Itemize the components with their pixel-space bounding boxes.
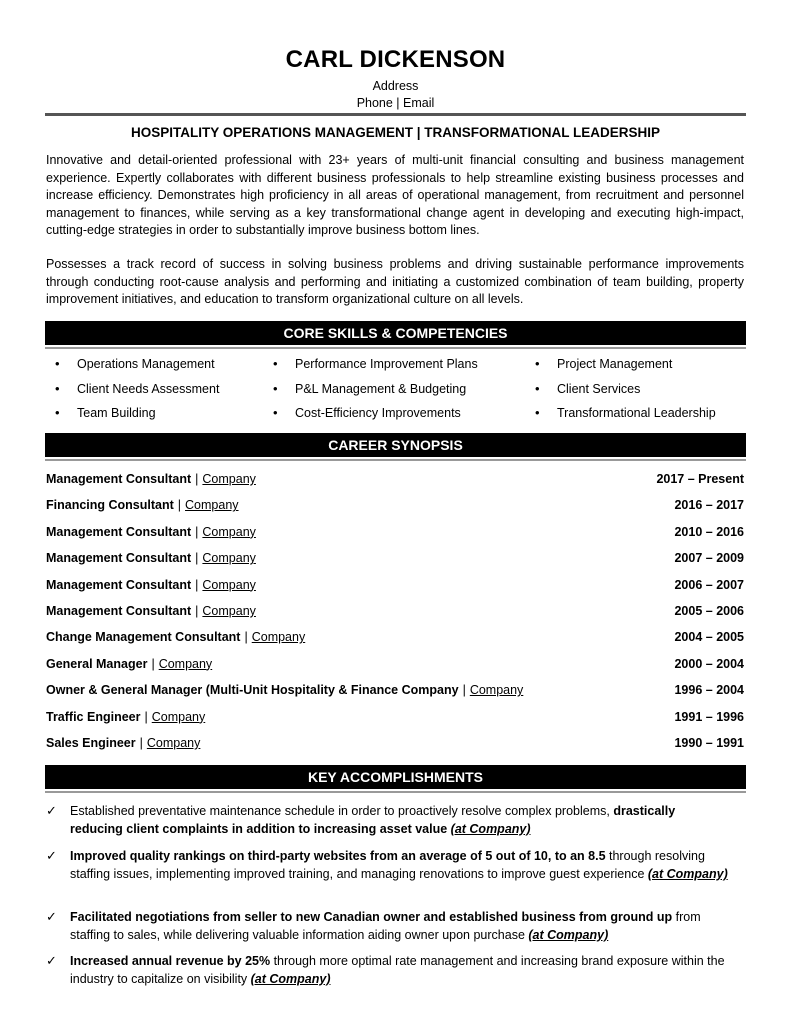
skill-label: Team Building (77, 406, 156, 420)
skills-list (0, 356, 791, 428)
bullet-icon: • (535, 356, 540, 371)
bullet-icon: • (535, 381, 540, 396)
job-dates: 2004 – 2005 (674, 630, 744, 645)
separator: | (177, 498, 182, 513)
skill-label: Cost-Efficiency Improvements (295, 406, 461, 420)
skill-label: Client Needs Assessment (77, 382, 220, 396)
separator: | (195, 604, 199, 618)
separator: | (195, 524, 199, 539)
job-title: General Manager (46, 656, 148, 671)
bullet-icon: • (273, 405, 278, 420)
career-row (46, 630, 744, 648)
skill-label: Project Management (557, 357, 673, 371)
accomplishment-detail: through more optimal rate management and increasing brand exposure within the industry to capitalize on visibility (70, 954, 725, 986)
job-dates: 1996 – 2004 (674, 683, 744, 698)
professional-headline: HOSPITALITY OPERATIONS MANAGEMENT | TRANSFORMATIONAL LEADERSHIP (130, 125, 661, 140)
bullet-icon: • (55, 381, 60, 396)
career-row (46, 736, 744, 754)
candidate-name: CARL DICKENSON (285, 46, 506, 73)
career-row (46, 710, 744, 728)
job-title: Traffic Engineer (46, 709, 141, 724)
accomplishment-bold: Increased annual revenue by 25% (70, 954, 271, 968)
separator: | (139, 736, 143, 750)
accomplishment-bold: Facilitated negotiations from seller to new Canadian owner and established business from ground up (70, 910, 673, 924)
summary-paragraph-2: Possesses a track record of success in solving business problems and driving sustainable performance improvements through conducting root-cause analysis and performing and initiating a customized combination of team building, property improvement initiatives, and education to transform organizational culture on all levels. (46, 257, 744, 306)
company-link[interactable]: Company (151, 709, 206, 724)
header-divider (45, 113, 746, 116)
skill-label: Client Services (557, 382, 641, 396)
accomplishment-bold: drastically reducing client complaints in addition to increasing asset value (70, 804, 676, 836)
job-title: Management Consultant (46, 472, 192, 486)
job-dates: 2005 – 2006 (674, 604, 744, 618)
skill-item (55, 381, 220, 397)
skill-item (535, 356, 673, 372)
checkmark-icon: ✓ (46, 848, 57, 863)
accomplishment-detail: through resolving staffing issues, implementing improved training, and managing renovations to improve guest experience (70, 849, 705, 881)
accomplishment-text (70, 908, 730, 944)
separator: | (195, 551, 199, 566)
career-section-heading: CAREER SYNOPSIS (45, 433, 746, 457)
job-dates: 2016 – 2017 (674, 498, 744, 513)
company-link[interactable]: Company (202, 604, 256, 618)
job-dates: 2007 – 2009 (674, 551, 744, 566)
job-title: Change Management Consultant (46, 630, 241, 645)
checkmark-icon: ✓ (46, 803, 57, 818)
job-title: Management Consultant (46, 604, 192, 618)
company-link[interactable]: Company (146, 736, 201, 750)
separator: | (144, 709, 148, 724)
job-dates: 2017 – Present (656, 472, 744, 486)
job-dates: 2006 – 2007 (674, 577, 744, 592)
career-row (46, 498, 744, 516)
company-link[interactable]: Company (469, 683, 524, 698)
summary-paragraph-1: Innovative and detail-oriented professional with 23+ years of multi-unit financial consulting and business management experience. Expertly collaborates with different business professionals to help streamline existing business processes and increase efficiency. Demonstrates high proficiency in all areas of operational management, from recruitment and personnel management to finances, while serving as a key transformational change agent in developing and executing high-impact, cutting-edge strategies in order to substantially improve business bottom lines. (46, 153, 744, 237)
separator: | (195, 472, 199, 486)
bullet-icon: • (273, 381, 278, 396)
skill-item (273, 356, 478, 372)
job-title: Financing Consultant (46, 498, 174, 513)
phone-email-line: Phone | Email (356, 96, 435, 110)
separator: | (195, 577, 199, 592)
separator: | (244, 630, 248, 645)
career-row (46, 525, 744, 543)
skill-label: P&L Management & Budgeting (295, 382, 467, 396)
company-link[interactable]: Company (251, 630, 306, 645)
job-title: Management Consultant (46, 551, 192, 566)
job-title: Management Consultant (46, 577, 192, 592)
accomplishment-text (70, 802, 730, 838)
checkmark-icon: ✓ (46, 953, 57, 968)
job-dates: 1990 – 1991 (674, 736, 744, 750)
skill-item (55, 405, 156, 421)
skill-item (273, 405, 461, 421)
career-row (46, 657, 744, 675)
career-row (46, 551, 744, 569)
career-row (46, 578, 744, 596)
bullet-icon: • (273, 356, 278, 371)
separator: | (151, 656, 155, 671)
career-row (46, 472, 744, 490)
checkmark-icon: ✓ (46, 909, 57, 924)
skill-item (55, 356, 215, 372)
accomplishment-text (70, 952, 730, 988)
job-dates: 1991 – 1996 (674, 709, 744, 724)
accomplishment-plain: Established preventative maintenance schedule in order to proactively resolve complex problems, (70, 804, 614, 818)
accomplishments-section-heading: KEY ACCOMPLISHMENTS (45, 765, 746, 789)
address-line: Address (372, 79, 419, 93)
job-title: Sales Engineer (46, 736, 136, 750)
company-link[interactable]: Company (202, 524, 256, 539)
job-dates: 2010 – 2016 (674, 524, 744, 539)
skill-label: Operations Management (77, 357, 215, 371)
accomplishment-text (70, 847, 730, 883)
company-reference[interactable]: (at Company) (450, 822, 531, 836)
separator: | (462, 683, 466, 698)
bullet-icon: • (535, 405, 540, 420)
company-link[interactable]: Company (202, 577, 256, 592)
company-reference[interactable]: (at Company) (250, 972, 331, 986)
accomplishment-detail: from staffing to sales, while delivering valuable information aiding owner upon purchase (70, 910, 701, 942)
skill-item (535, 405, 716, 421)
job-title: Owner & General Manager (Multi-Unit Hospitality & Finance Company (46, 683, 459, 698)
company-reference[interactable]: (at Company) (528, 928, 609, 942)
skill-item (535, 381, 641, 397)
company-link[interactable]: Company (202, 472, 256, 486)
company-link[interactable]: Company (185, 498, 239, 513)
skill-item (273, 381, 467, 397)
skills-section-heading: CORE SKILLS & COMPETENCIES (45, 321, 746, 345)
bullet-icon: • (55, 356, 60, 371)
job-dates: 2000 – 2004 (674, 656, 744, 671)
bullet-icon: • (55, 405, 60, 420)
company-link[interactable]: Company (202, 551, 256, 566)
job-title: Management Consultant (46, 524, 192, 539)
career-row (46, 604, 744, 622)
skill-label: Transformational Leadership (557, 406, 716, 420)
company-link[interactable]: Company (158, 656, 213, 671)
company-reference[interactable]: (at Company) (647, 867, 728, 881)
career-row (46, 683, 744, 701)
accomplishment-bold: Improved quality rankings on third-party websites from an average of 5 out of 10, to an 8.5 (70, 849, 606, 863)
skill-label: Performance Improvement Plans (295, 357, 478, 371)
